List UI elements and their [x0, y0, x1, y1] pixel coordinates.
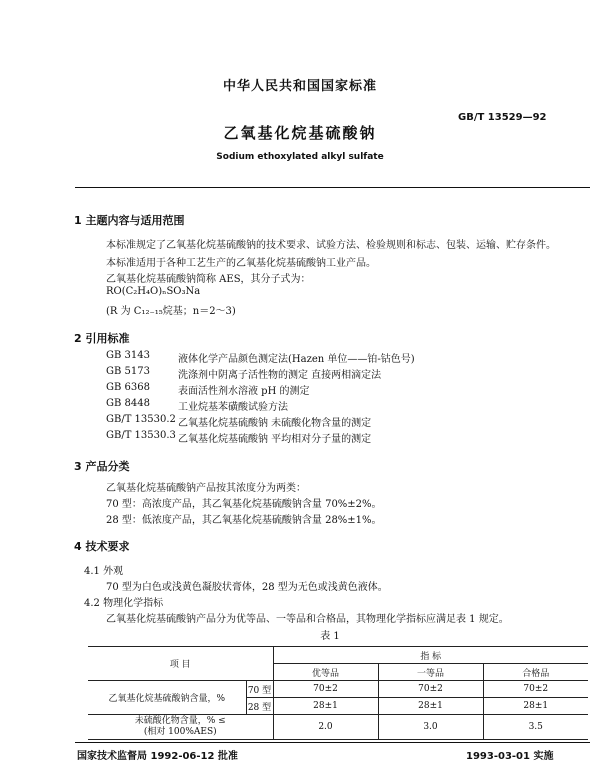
cell: 70±2: [483, 681, 588, 698]
ref-title: 乙氧基化烷基硫酸钠 平均相对分子量的测定: [178, 434, 372, 445]
grade-qualified: 合格品: [483, 664, 588, 681]
cell: 28±1: [273, 698, 378, 715]
section-3-heading: 3 产品分类: [74, 460, 130, 473]
s3-para: 28 型：低浓度产品，其乙氧基化烷基硫酸钠含量 28%±1%。: [106, 515, 382, 526]
table-caption: 表 1: [320, 631, 340, 642]
type-28: 28 型: [246, 698, 273, 715]
s3-para: 70 型：高浓度产品，其乙氧基化烷基硫酸钠含量 70%±2%。: [106, 499, 382, 510]
footer-rule: [75, 742, 590, 743]
ref-title: 乙氧基化烷基硫酸钠 未硫酸化物含量的测定: [178, 418, 372, 429]
spec-table: [88, 646, 588, 740]
section-4-1-heading: 4.1 外观: [84, 566, 124, 577]
row1-label: 乙氧基化烷基硫酸钠含量，%: [88, 681, 246, 715]
effective-date: 1993-03-01 实施: [466, 751, 554, 762]
formula: RO(C₂H₄O)ₙSO₃Na: [106, 286, 201, 297]
header-item: 项 目: [88, 647, 273, 681]
section-2-heading: 2 引用标准: [74, 332, 130, 345]
s1-para: 乙氧基化烷基硫酸钠简称 AES，其分子式为：: [106, 274, 311, 285]
header-rule: [75, 187, 590, 188]
table-header-row: [88, 647, 588, 664]
grade-first: 一等品: [378, 664, 483, 681]
table-row: [88, 681, 588, 698]
s1-para: 本标准规定了乙氧基化烷基硫酸钠的技术要求、试验方法、检验规则和标志、包装、运输、贮存条件。: [106, 240, 556, 251]
ref-title: 液体化学产品颜色测定法(Hazen 单位——铂-钴色号): [178, 354, 415, 365]
s41-para: 70 型为白色或浅黄色凝胶状膏体，28 型为无色或浅黄色液体。: [106, 582, 388, 593]
cell: 3.5: [483, 715, 588, 740]
issuer: 国家技术监督局 1992-06-12 批准: [77, 751, 238, 762]
ref-title: 表面活性剂水溶液 pH 的测定: [178, 386, 310, 397]
grade-superior: 优等品: [273, 664, 378, 681]
section-4-heading: 4 技术要求: [74, 540, 130, 553]
doc-title-english: Sodium ethoxylated alkyl sulfate: [216, 152, 384, 162]
section-1-heading: 1 主题内容与适用范围: [74, 214, 185, 227]
ref-code: GB 6368: [106, 382, 150, 393]
s1-para: 本标准适用于各种工艺生产的乙氧基化烷基硫酸钠工业产品。: [106, 258, 376, 269]
header-index: 指 标: [273, 647, 588, 664]
ref-code: GB 5173: [106, 366, 150, 377]
table-row: [88, 715, 588, 740]
ref-code: GB 3143: [106, 350, 150, 361]
cell: 28±1: [378, 698, 483, 715]
section-4-2-heading: 4.2 物理化学指标: [84, 598, 164, 609]
ref-title: 洗涤剂中阴离子活性物的测定 直接两相滴定法: [178, 370, 382, 381]
cell: 70±2: [273, 681, 378, 698]
ref-code: GB/T 13530.3: [106, 430, 176, 441]
type-70: 70 型: [246, 681, 273, 698]
cell: 2.0: [273, 715, 378, 740]
ref-code: GB/T 13530.2: [106, 414, 176, 425]
ref-code: GB 8448: [106, 398, 150, 409]
row2-label-note: (相对 100%AES): [143, 727, 217, 737]
cell: 28±1: [483, 698, 588, 715]
cell: 70±2: [378, 681, 483, 698]
row2-label: [88, 715, 273, 740]
s42-para: 乙氧基化烷基硫酸钠产品分为优等品、一等品和合格品，其物理化学指标应满足表 1 规定。: [106, 614, 509, 625]
doc-title: 乙氧基化烷基硫酸钠: [223, 124, 377, 142]
org-title: 中华人民共和国国家标准: [222, 79, 377, 94]
row2-label-main: 未硫酸化物含量，% ≤: [134, 716, 226, 726]
standard-code: GB/T 13529—92: [458, 112, 547, 123]
ref-title: 工业烷基苯磺酸试验方法: [178, 402, 288, 413]
s3-para: 乙氧基化烷基硫酸钠产品按其浓度分为两类：: [106, 483, 306, 494]
cell: 3.0: [378, 715, 483, 740]
formula-note: (R 为 C₁₂₋₁₅烷基；n＝2～3): [106, 306, 236, 317]
